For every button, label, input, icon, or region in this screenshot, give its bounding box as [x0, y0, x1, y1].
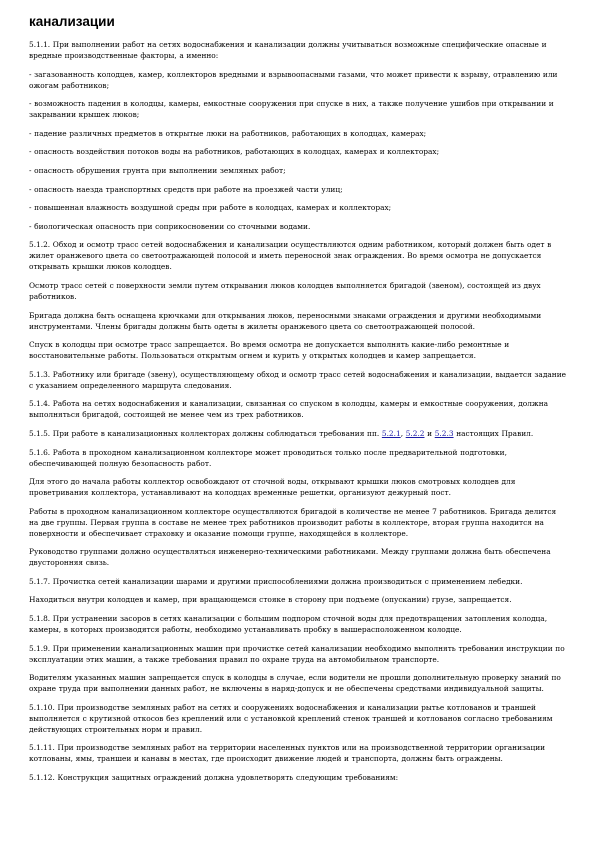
list-item-falling-objects: - падение различных предметов в открытые люки на работников, работающих в колодцах, камерах; — [29, 128, 427, 138]
list-item-soil-collapse: - опасность обрушения грунта при выполнении земляных работ; — [29, 165, 286, 175]
list-item-water-flow-hazard: - опасность воздействия потоков воды на работников, работающих в колодцах, камерах и коллекторах; — [29, 147, 440, 157]
link-separator: и — [424, 428, 435, 438]
paragraph-5-1-1: 5.1.1. При выполнении работ на сетях водоснабжения и канализации должны учитываться возможные специфические опасные и вредные производственные факторы, а именно: — [29, 40, 547, 60]
paragraph-group-supervision: Руководство группами должно осуществляться инженерно-техническими работниками. Между группами должна быть обеспечена двусторонняя связь. — [29, 547, 551, 568]
link-5-2-1[interactable]: 5.2.1 — [381, 428, 401, 438]
paragraph-collector-crew: Работы в проходном канализационном коллекторе осуществляются бригадой в количестве не менее 7 работников. Бригада делится на две группы. Первая группа в составе не менее трех работников производит работы в коллекторе, вторая группа находится на поверхности и обеспечивает страховку и оказание помощи группе, находящейся в коллекторе. — [29, 506, 557, 538]
link-5-2-3[interactable]: 5.2.3 — [434, 428, 454, 438]
paragraph-descent-prohibited: Спуск в колодцы при осмотре трасс запрещается. Во время осмотра не допускается выполнять какие-либо ремонтные и восстановительные работы. Пользоваться открытым огнем и курить у открытых колодцев и камер запрещается. — [29, 340, 510, 361]
list-item-biological-hazard: - биологическая опасность при соприкосновении со сточными водами. — [29, 221, 311, 231]
paragraph-5-1-9: 5.1.9. При применении канализационных машин при прочистке сетей канализации необходимо выполнять требования инструкции по эксплуатации этих машин, а также требования правил по охране труда на автомобильном транспорте. — [29, 643, 565, 664]
paragraph-driver-restriction: Водителям указанных машин запрещается спуск в колодцы в случае, если водители не прошли дополнительную проверку знаний по охране труда при выполнении данных работ, не включены в наряд-допуск и не обеспечены средствами индивидуальной защиты. — [29, 673, 561, 694]
list-item-vehicle-hazard: - опасность наезда транспортных средств при работе на проезжей части улиц; — [29, 184, 343, 194]
paragraph-5-1-7: 5.1.7. Прочистка сетей канализации шарами и другими приспособлениями должна производиться с применением лебедки. — [29, 576, 523, 586]
paragraph-inspection-crew: Осмотр трасс сетей с поверхности земли путем открывания люков колодцев выполняется бригадой (звеном), состоящей из двух работников. — [29, 280, 541, 301]
paragraph-5-1-2: 5.1.2. Обход и осмотр трасс сетей водоснабжения и канализации осуществляются одним работником, который должен быть одет в жилет оранжевого цвета со светоотражающей полосой и иметь переносной знак ограждения. Во время осмотра не допускается открывать крышки люков колодцев. — [29, 240, 552, 272]
list-item-humidity: - повышенная влажность воздушной среды при работе в колодцах, камерах и коллекторах; — [29, 203, 392, 213]
paragraph-crew-equipment: Бригада должна быть оснащена крючками для открывания люков, переносными знаками ограждения и другими необходимыми инструментами. Члены бригады должны быть одеты в жилеты оранжевого цвета со светоотражающей полосой. — [29, 310, 542, 331]
paragraph-5-1-4: 5.1.4. Работа на сетях водоснабжения и канализации, связанная со спуском в колодцы, камеры и емкостные сооружения, должна выполняться бригадой, состоящей не менее чем из трех работников. — [29, 399, 549, 420]
paragraph-5-1-11: 5.1.11. При производстве земляных работ на территории населенных пунктов или на производственной территории организации котлованы, ямы, траншеи и канавы в местах, где происходит движение людей и транспорта, должны быть ограждены. — [29, 743, 546, 764]
paragraph-5-1-3: 5.1.3. Работнику или бригаде (звену), осуществляющему обход и осмотр трасс сетей водоснабжения и канализации, выдается задание с указанием определенного маршрута следования. — [29, 369, 566, 390]
paragraph-5-1-5 — [29, 428, 566, 439]
paragraph-5-1-5-text-end: настоящих Правил. — [453, 428, 534, 438]
section-heading: канализации — [29, 14, 115, 29]
paragraph-5-1-12: 5.1.12. Конструкция защитных ограждений должна удовлетворять следующим требованиям: — [29, 773, 399, 783]
paragraph-5-1-6: 5.1.6. Работа в проходном канализационном коллекторе может проводиться только после предварительной подготовки, обеспечивающей полную безопасность работ. — [29, 447, 507, 468]
paragraph-winch-safety: Находиться внутри колодцев и камер, при вращающемся стояке в сторону при подъеме (опускании) грузе, запрещается. — [29, 595, 512, 605]
list-item-gas-contamination: - загазованность колодцев, камер, коллекторов вредными и взрывоопасными газами, что может привести к взрыву, отравлению или ожогам работников; — [29, 69, 558, 90]
paragraph-collector-preparation: Для этого до начала работы коллектор освобождают от сточной воды, открывают крышки люков смотровых колодцев для проветривания коллектора, устанавливают на колодцах временные решетки, организуют дежурный пост. — [29, 477, 516, 498]
link-5-2-2[interactable]: 5.2.2 — [405, 428, 425, 438]
paragraph-5-1-10: 5.1.10. При производстве земляных работ на сетях и сооружениях водоснабжения и канализации рытье котлованов и траншей выполняется с крутизной откосов без креплений или с установкой креплений стенок траншей и котлованов согласно требованиям действующих строительных норм и правил. — [29, 702, 553, 734]
list-item-falling-into-wells: - возможность падения в колодцы, камеры, емкостные сооружения при спуске в них, а также получение ушибов при открывании и закрывании крышек люков; — [29, 99, 554, 120]
link-separator: , — [400, 428, 406, 438]
paragraph-5-1-5-text-start: 5.1.5. При работе в канализационных коллекторах должны соблюдаться требования пп. — [29, 428, 382, 438]
document-page — [29, 14, 566, 783]
paragraph-5-1-8: 5.1.8. При устранении засоров в сетях канализации с большим подпором сточной воды для предотвращения затопления колодца, камеры, в которых производятся работы, необходимо устанавливать пробку в вышерасположенном колодце. — [29, 614, 548, 635]
